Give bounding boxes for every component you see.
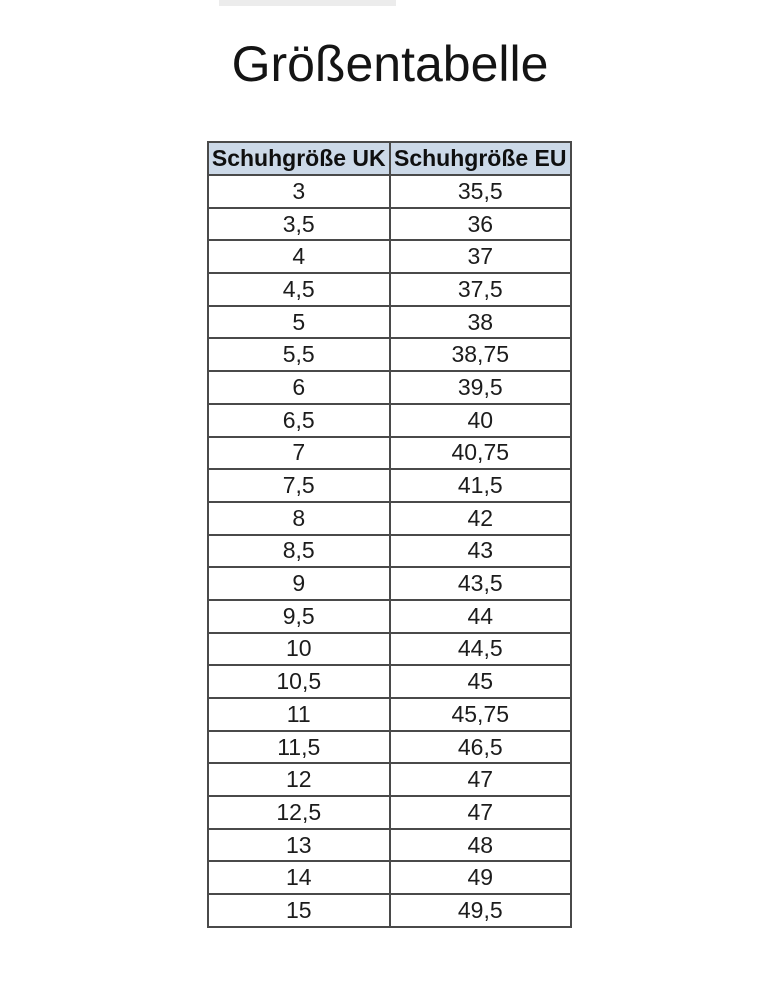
table-row [208,665,571,698]
table-row [208,796,571,829]
table-row [208,502,571,535]
uk-size-cell: 11 [208,698,390,731]
eu-size-cell: 36 [390,208,572,241]
uk-size-cell: 8,5 [208,535,390,568]
table-row [208,338,571,371]
uk-size-cell: 12 [208,763,390,796]
uk-size-cell: 11,5 [208,731,390,764]
shoe-size-table [207,141,572,928]
table-row [208,404,571,437]
uk-size-cell: 14 [208,861,390,894]
uk-size-cell: 10 [208,633,390,666]
eu-size-cell: 42 [390,502,572,535]
cropped-artifact-bar [219,0,396,6]
table-row [208,273,571,306]
eu-size-cell: 44 [390,600,572,633]
eu-size-cell: 49 [390,861,572,894]
eu-size-cell: 45,75 [390,698,572,731]
table-row [208,698,571,731]
eu-size-cell: 47 [390,763,572,796]
uk-size-cell: 6,5 [208,404,390,437]
uk-size-cell: 8 [208,502,390,535]
uk-size-cell: 5,5 [208,338,390,371]
uk-size-cell: 9,5 [208,600,390,633]
table-row [208,894,571,927]
table-row [208,633,571,666]
eu-size-cell: 43 [390,535,572,568]
eu-size-cell: 43,5 [390,567,572,600]
table-row [208,861,571,894]
page-title: Größentabelle [231,36,549,92]
eu-size-cell: 40 [390,404,572,437]
table-row [208,731,571,764]
eu-size-cell: 37,5 [390,273,572,306]
eu-size-cell: 45 [390,665,572,698]
uk-size-cell: 5 [208,306,390,339]
eu-size-cell: 38,75 [390,338,572,371]
table-row [208,567,571,600]
table-row [208,240,571,273]
size-table-head [208,142,571,175]
uk-size-cell: 4 [208,240,390,273]
uk-size-cell: 9 [208,567,390,600]
uk-size-cell: 10,5 [208,665,390,698]
uk-size-cell: 7 [208,437,390,470]
table-row [208,535,571,568]
table-row [208,306,571,339]
eu-size-cell: 38 [390,306,572,339]
uk-size-cell: 6 [208,371,390,404]
table-row [208,763,571,796]
eu-size-cell: 39,5 [390,371,572,404]
eu-size-cell: 35,5 [390,175,572,208]
uk-size-cell: 3,5 [208,208,390,241]
table-row [208,175,571,208]
table-row [208,600,571,633]
eu-size-cell: 47 [390,796,572,829]
uk-size-cell: 13 [208,829,390,862]
uk-size-cell: 3 [208,175,390,208]
eu-size-cell: 44,5 [390,633,572,666]
eu-size-cell: 49,5 [390,894,572,927]
table-row [208,208,571,241]
table-row [208,469,571,502]
eu-size-cell: 48 [390,829,572,862]
header-row [208,142,571,175]
header-eu-size: Schuhgröße EU [390,142,572,175]
uk-size-cell: 7,5 [208,469,390,502]
uk-size-cell: 4,5 [208,273,390,306]
header-uk-size: Schuhgröße UK [208,142,390,175]
table-row [208,829,571,862]
eu-size-cell: 40,75 [390,437,572,470]
uk-size-cell: 12,5 [208,796,390,829]
size-table-body [208,175,571,927]
eu-size-cell: 41,5 [390,469,572,502]
uk-size-cell: 15 [208,894,390,927]
eu-size-cell: 46,5 [390,731,572,764]
eu-size-cell: 37 [390,240,572,273]
table-row [208,437,571,470]
table-row [208,371,571,404]
